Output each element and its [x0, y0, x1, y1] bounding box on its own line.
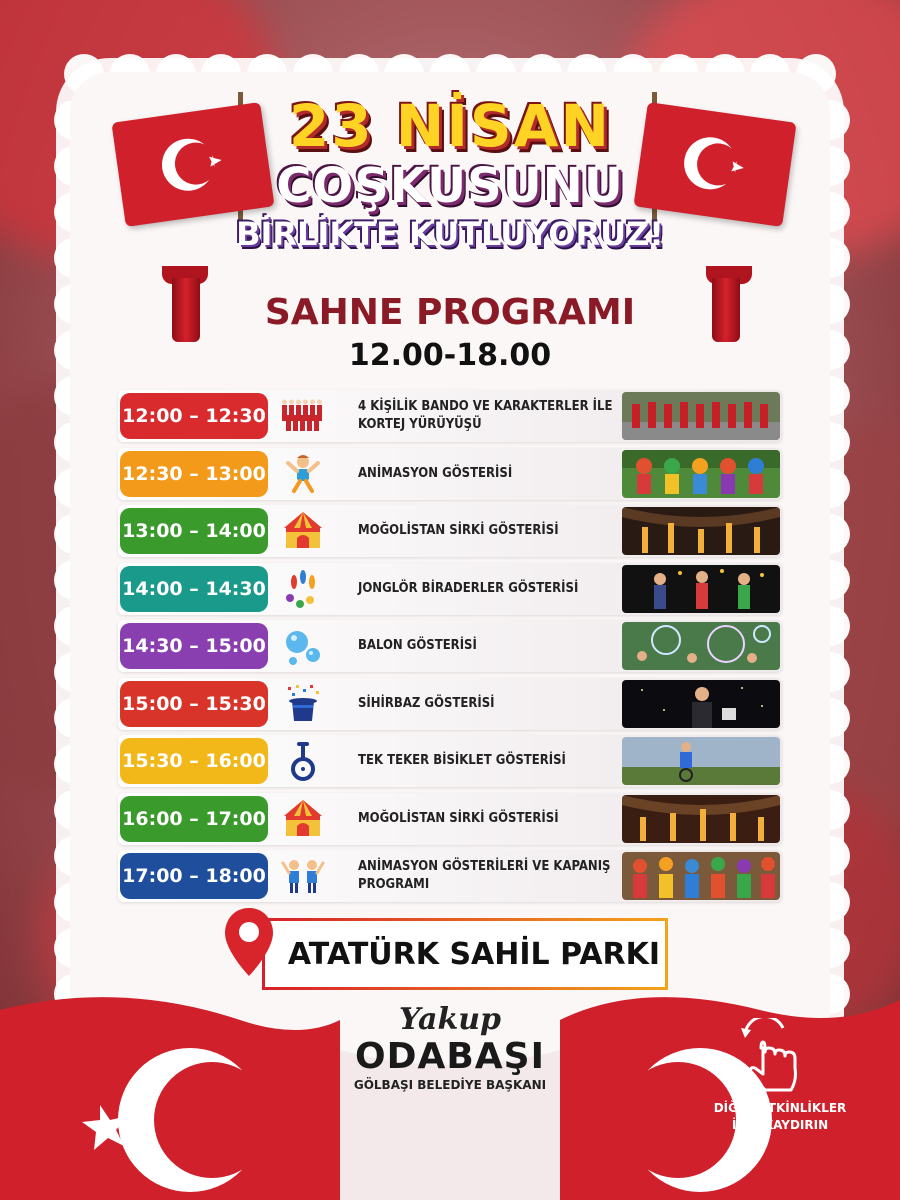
activity-label: ANİMASYON GÖSTERİLERİ VE KAPANIŞ PROGRAMI	[358, 859, 611, 892]
schedule-row	[118, 390, 782, 442]
activity-label: ANİMASYON GÖSTERİSİ	[358, 465, 513, 481]
schedule-row	[118, 563, 782, 615]
time-badge: 12:30 – 13:00	[120, 451, 268, 497]
headline-main: COŞKUSUNU	[276, 158, 624, 214]
schedule-row	[118, 505, 782, 557]
schedule-row	[118, 735, 782, 787]
jumping-child-icon	[280, 453, 326, 495]
schedule-row	[118, 620, 782, 672]
circus-photo	[622, 795, 780, 843]
swipe-hint[interactable]	[700, 1100, 860, 1134]
time-badge: 13:00 – 14:00	[120, 508, 268, 554]
activity-label: TEK TEKER BİSİKLET GÖSTERİSİ	[358, 753, 566, 769]
schedule-row	[118, 448, 782, 500]
activity-label: MOĞOLİSTAN SİRKİ GÖSTERİSİ	[358, 810, 559, 826]
mayor-last-name: ODABAŞI	[355, 1036, 545, 1077]
program-hours: 12.00-18.00	[348, 338, 552, 373]
activity-label: MOĞOLİSTAN SİRKİ GÖSTERİSİ	[358, 523, 559, 539]
circus-tent-icon	[280, 798, 326, 840]
band-photo	[622, 392, 780, 440]
time-badge: 15:00 – 15:30	[120, 681, 268, 727]
location-pin-icon	[222, 906, 276, 978]
kids-icon	[280, 855, 326, 897]
swipe-hint-line1: DİĞER ETKİNLİKLER	[713, 1101, 847, 1115]
schedule-list	[118, 390, 782, 908]
activity-label: BALON GÖSTERİSİ	[358, 638, 477, 654]
juggling-pins-icon	[280, 568, 326, 610]
activity-label: JONGLÖR BİRADERLER GÖSTERİSİ	[358, 580, 579, 596]
magician-photo	[622, 680, 780, 728]
time-badge: 14:30 – 15:00	[120, 623, 268, 669]
swipe-hint-line2: İÇİN KAYDIRIN	[731, 1117, 829, 1132]
circus-photo	[622, 507, 780, 555]
animation-photo	[622, 450, 780, 498]
time-badge: 12:00 – 12:30	[120, 393, 268, 439]
headline-date: 23 NİSAN	[288, 92, 612, 160]
time-badge: 15:30 – 16:00	[120, 738, 268, 784]
time-badge: 16:00 – 17:00	[120, 796, 268, 842]
juggler-photo	[622, 565, 780, 613]
location-name: ATATÜRK SAHİL PARKI	[287, 936, 661, 972]
schedule-row	[118, 850, 782, 902]
swipe-hand-icon[interactable]	[735, 1018, 805, 1094]
time-badge: 17:00 – 18:00	[120, 853, 268, 899]
headline-sub: BİRLİKTE KUTLUYORUZ!	[236, 215, 664, 253]
time-badge: 14:00 – 14:30	[120, 566, 268, 612]
mayor-first-name: Yakup	[398, 1002, 502, 1037]
marching-band-icon	[280, 395, 326, 437]
magic-hat-icon	[280, 683, 326, 725]
program-heading: SAHNE PROGRAMI	[264, 292, 636, 333]
unicycle-icon	[280, 740, 326, 782]
activity-label: SİHİRBAZ GÖSTERİSİ	[358, 695, 495, 711]
unicycle-photo	[622, 737, 780, 785]
schedule-row	[118, 793, 782, 845]
location-box	[262, 918, 668, 990]
bubble-show-photo	[622, 622, 780, 670]
circus-tent-icon	[280, 510, 326, 552]
mayor-title: GÖLBAŞI BELEDİYE BAŞKANI	[353, 1078, 547, 1092]
schedule-row	[118, 678, 782, 730]
bubbles-icon	[280, 625, 326, 667]
closing-photo	[622, 852, 780, 900]
activity-label: 4 KİŞİLİK BANDO VE KARAKTERLER İLE KORTEJ YÜRÜYÜŞÜ	[358, 399, 613, 432]
